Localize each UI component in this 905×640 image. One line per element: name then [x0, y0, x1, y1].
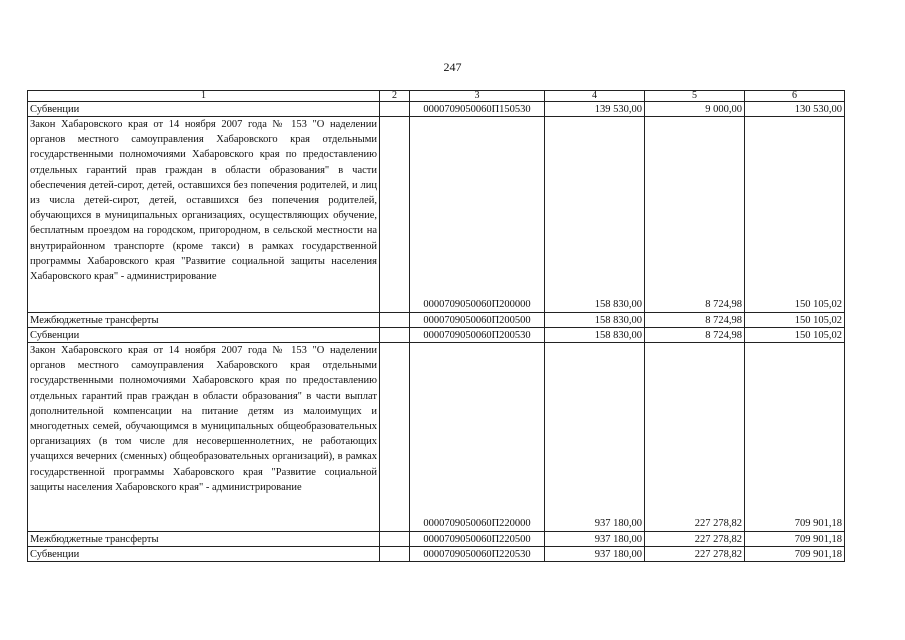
table-row	[28, 117, 845, 313]
row-description: Закон Хабаровского края от 14 ноября 2007 года № 153 "О наделении органов местного самоуправления Хабаровского края отдельными государственными полномочиями Хабаровского края по предоставлению отдельных гарантий прав граждан в области образования" в части выплат дополнительной компенсации на питание детям из малоимущих и многодетных семей, обучающимся в муниципальных общеобразовательных организациях (в том числе для несовершеннолетних, не работающих учащихся вечерних (сменных) общеобразовательных организаций), в рамках государственной программы Хабаровского края "Развитие социальной защиты населения Хабаровского края" - администрирование	[28, 343, 380, 532]
row-value-6: 709 901,18	[745, 343, 845, 532]
table-row	[28, 532, 845, 547]
row-description: Межбюджетные трансферты	[28, 313, 380, 328]
row-value-5: 8 724,98	[645, 313, 745, 328]
table-header-row	[28, 91, 845, 102]
row-value-6: 150 105,02	[745, 328, 845, 343]
row-description: Субвенции	[28, 102, 380, 117]
row-description: Субвенции	[28, 328, 380, 343]
row-value-6: 150 105,02	[745, 117, 845, 313]
row-value-5: 227 278,82	[645, 532, 745, 547]
row-value-4: 937 180,00	[545, 343, 645, 532]
row-description: Субвенции	[28, 547, 380, 562]
row-col2	[380, 547, 410, 562]
row-value-4: 139 530,00	[545, 102, 645, 117]
header-col-3: 3	[410, 91, 545, 102]
table-row	[28, 102, 845, 117]
row-value-6: 130 530,00	[745, 102, 845, 117]
row-value-4: 158 830,00	[545, 117, 645, 313]
budget-table	[27, 90, 845, 562]
header-col-5: 5	[645, 91, 745, 102]
row-code: 0000709050060П200500	[410, 313, 545, 328]
row-code: 0000709050060П220530	[410, 547, 545, 562]
row-value-4: 937 180,00	[545, 532, 645, 547]
row-value-4: 937 180,00	[545, 547, 645, 562]
table-row	[28, 328, 845, 343]
row-value-6: 150 105,02	[745, 313, 845, 328]
header-col-1: 1	[28, 91, 380, 102]
row-col2	[380, 532, 410, 547]
row-description: Межбюджетные трансферты	[28, 532, 380, 547]
row-code: 0000709050060П220000	[410, 343, 545, 532]
row-col2	[380, 313, 410, 328]
row-value-4: 158 830,00	[545, 313, 645, 328]
row-value-6: 709 901,18	[745, 532, 845, 547]
table-row	[28, 547, 845, 562]
header-col-2: 2	[380, 91, 410, 102]
row-col2	[380, 102, 410, 117]
row-value-5: 9 000,00	[645, 102, 745, 117]
row-description: Закон Хабаровского края от 14 ноября 2007 года № 153 "О наделении органов местного самоуправления Хабаровского края отдельными государственными полномочиями Хабаровского края по предоставлению отдельных гарантий прав граждан в области образования" в части обеспечения детей-сирот, детей, оставшихся без попечения родителей, и лиц из числа детей-сирот, детей, оставшихся без попечения родителей, обучающихся в муниципальных организациях, осуществляющих обучение, бесплатным проездом на городском, пригородном, в сельской местности на внутрирайонном транспорте (кроме такси) в рамках государственной программы Хабаровского края "Развитие социальной защиты населения Хабаровского края" - администрирование	[28, 117, 380, 313]
row-col2	[380, 117, 410, 313]
row-code: 0000709050060П200000	[410, 117, 545, 313]
row-col2	[380, 343, 410, 532]
row-value-5: 8 724,98	[645, 117, 745, 313]
row-value-6: 709 901,18	[745, 547, 845, 562]
row-value-4: 158 830,00	[545, 328, 645, 343]
row-col2	[380, 328, 410, 343]
row-code: 0000709050060П150530	[410, 102, 545, 117]
header-col-4: 4	[545, 91, 645, 102]
page-number: 247	[443, 60, 462, 74]
row-value-5: 227 278,82	[645, 547, 745, 562]
row-code: 0000709050060П220500	[410, 532, 545, 547]
row-code: 0000709050060П200530	[410, 328, 545, 343]
table-row	[28, 343, 845, 532]
header-col-6: 6	[745, 91, 845, 102]
row-value-5: 227 278,82	[645, 343, 745, 532]
row-value-5: 8 724,98	[645, 328, 745, 343]
table-row	[28, 313, 845, 328]
